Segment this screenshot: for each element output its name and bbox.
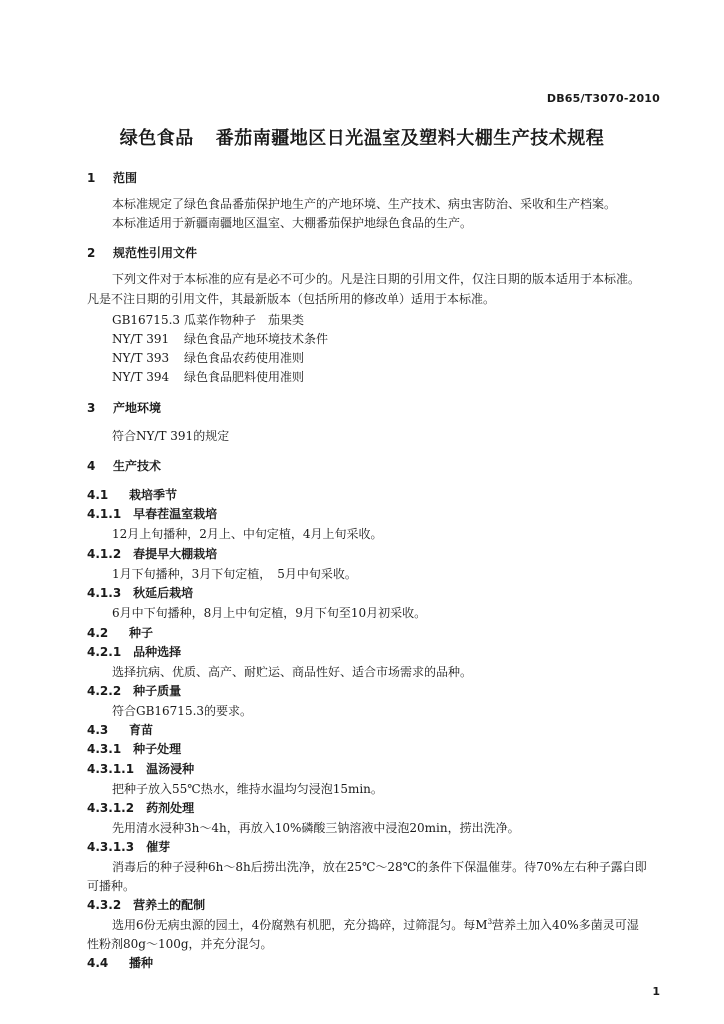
section-title: 范围 (113, 171, 138, 185)
subsection-number: 4.1.2 (87, 547, 122, 561)
subsection-heading (87, 487, 666, 503)
subsection-title: 春提早大棚栽培 (133, 547, 218, 561)
subsection-number: 4.3.1.1 (87, 762, 135, 776)
subsection-heading (87, 800, 666, 816)
subsection-title: 种子质量 (133, 684, 182, 698)
section-title: 产地环境 (113, 401, 162, 415)
reference-item (112, 350, 666, 366)
paragraph: 6月中下旬播种，8月上中旬定植，9月下旬至10月初采收。 (112, 606, 427, 620)
section-number: 1 (87, 171, 96, 185)
paragraph: 先用清水浸种3h～4h，再放入10%磷酸三钠溶液中浸泡20min，捞出洗净。 (112, 821, 520, 835)
reference-item (112, 369, 666, 385)
paragraph-text: 选用6份无病虫源的园土，4份腐熟有机肥，充分捣碎，过筛混匀。每M (112, 918, 488, 932)
subsection-number: 4.3 (87, 723, 109, 737)
subsection-title: 品种选择 (133, 645, 182, 659)
section-heading-1 (87, 170, 666, 186)
subsection-title: 催芽 (146, 840, 171, 854)
reference-item (112, 331, 666, 347)
subsection-number: 4.2 (87, 626, 109, 640)
paragraph: 符合GB16715.3的要求。 (112, 704, 253, 718)
subsection-title: 育苗 (129, 723, 154, 737)
paragraph: 选择抗病、优质、高产、耐贮运、商品性好、适合市场需求的品种。 (112, 665, 473, 679)
subsection-heading (87, 839, 666, 855)
subsection-title: 营养土的配制 (133, 898, 206, 912)
subsection-number: 4.1.3 (87, 586, 122, 600)
subsection-number: 4.4 (87, 956, 109, 970)
paragraph-continuation: 可播种。 (87, 879, 136, 893)
paragraph-continuation: 性粉剂80g～100g，并充分混匀。 (87, 937, 273, 951)
subsection-heading (87, 761, 666, 777)
subsection-title: 早春茬温室栽培 (133, 507, 218, 521)
paragraph: 下列文件对于本标准的应有是必不可少的。凡是注日期的引用文件，仅注日期的版本适用于本标准。 (112, 272, 641, 286)
section-title: 规范性引用文件 (113, 246, 198, 260)
reference-name: 绿色食品产地环境技术条件 (184, 332, 329, 346)
reference-name: 绿色食品农药使用准则 (184, 351, 305, 365)
paragraph (112, 917, 666, 933)
paragraph: 1月下旬播种，3月下旬定植， 5月中旬采收。 (112, 567, 357, 581)
subsection-title: 秋延后栽培 (133, 586, 194, 600)
paragraph: 本标准规定了绿色食品番茄保护地生产的产地环境、生产技术、病虫害防治、采收和生产档案。 (112, 197, 617, 211)
section-heading-4 (87, 458, 666, 474)
subsection-title: 栽培季节 (129, 488, 178, 502)
section-heading-2 (87, 245, 666, 261)
paragraph: 消毒后的种子浸种6h～8h后捞出洗净，放在25℃～28℃的条件下保温催芽。待70%左右种子露白即 (112, 860, 647, 874)
subsection-number: 4.3.1 (87, 742, 122, 756)
superscript: 3 (487, 918, 493, 926)
subsection-heading (87, 897, 666, 913)
section-number: 3 (87, 401, 96, 415)
subsection-number: 4.2.1 (87, 645, 122, 659)
paragraph-text: 营养土加入40%多菌灵可湿 (492, 918, 639, 932)
subsection-number: 4.3.1.2 (87, 801, 135, 815)
subsection-heading (87, 644, 666, 660)
title-main: 番茄南疆地区日光温室及塑料大棚生产技术规程 (215, 128, 605, 149)
reference-code: NY/T 393 (112, 351, 170, 365)
subsection-number: 4.2.2 (87, 684, 122, 698)
subsection-title: 药剂处理 (146, 801, 195, 815)
section-heading-3 (87, 400, 666, 416)
subsection-heading (87, 506, 666, 522)
reference-code: GB16715.3 (112, 313, 181, 327)
subsection-title: 种子 (129, 626, 154, 640)
subsection-title: 温汤浸种 (146, 762, 195, 776)
section-title: 生产技术 (113, 459, 162, 473)
document-title (0, 124, 724, 150)
subsection-number: 4.1 (87, 488, 109, 502)
paragraph-continuation: 凡是不注日期的引用文件，其最新版本（包括所用的修改单）适用于本标准。 (87, 292, 496, 306)
subsection-heading (87, 683, 666, 699)
paragraph: 12月上旬播种，2月上、中旬定植，4月上旬采收。 (112, 527, 383, 541)
reference-name: 绿色食品肥料使用准则 (184, 370, 305, 384)
reference-code: NY/T 391 (112, 332, 170, 346)
reference-item (112, 312, 666, 328)
standard-code: DB65/T3070-2010 (546, 92, 660, 105)
reference-name: 瓜菜作物种子 茄果类 (184, 313, 305, 327)
subsection-number: 4.3.1.3 (87, 840, 135, 854)
subsection-title: 播种 (129, 956, 154, 970)
title-prefix: 绿色食品 (119, 128, 194, 149)
paragraph: 本标准适用于新疆南疆地区温室、大棚番茄保护地绿色食品的生产。 (112, 216, 473, 230)
subsection-heading (87, 741, 666, 757)
subsection-heading (87, 955, 666, 971)
section-number: 4 (87, 459, 96, 473)
subsection-heading (87, 585, 666, 601)
subsection-title: 种子处理 (133, 742, 182, 756)
subsection-heading (87, 722, 666, 738)
subsection-heading (87, 625, 666, 641)
paragraph: 把种子放入55℃热水，维持水温均匀浸泡15min。 (112, 782, 383, 796)
reference-code: NY/T 394 (112, 370, 170, 384)
section-number: 2 (87, 246, 96, 260)
subsection-number: 4.3.2 (87, 898, 122, 912)
subsection-heading (87, 546, 666, 562)
page-number: 1 (652, 985, 660, 998)
subsection-number: 4.1.1 (87, 507, 122, 521)
paragraph: 符合NY/T 391的规定 (112, 429, 230, 443)
